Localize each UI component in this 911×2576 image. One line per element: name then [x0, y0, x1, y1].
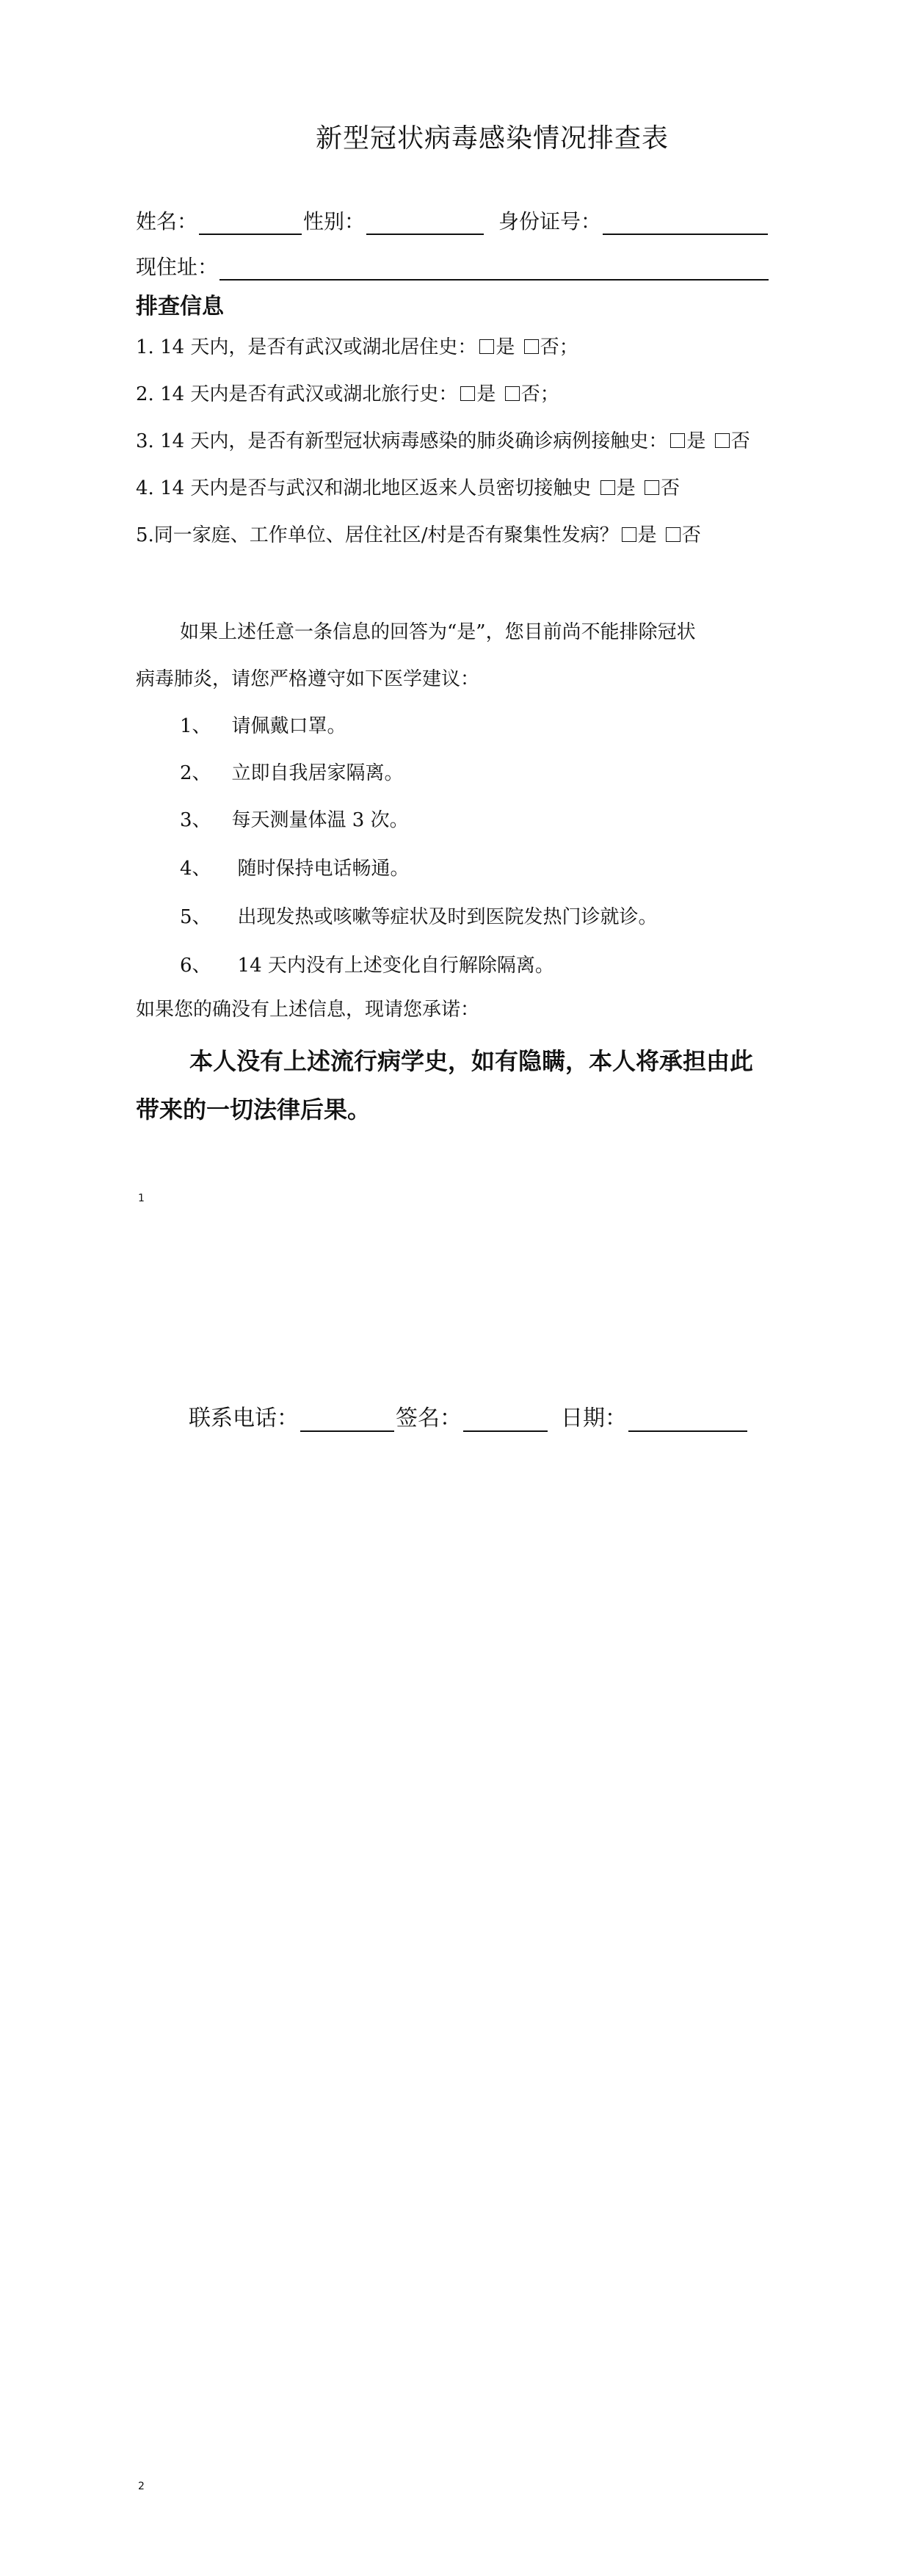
no-label: 否 [660, 477, 680, 499]
no-checkbox[interactable] [505, 386, 520, 401]
advice-item-2 [180, 758, 404, 785]
date-label: 日期： [561, 1405, 627, 1431]
no-label: 否 [520, 383, 540, 405]
yes-label: 是 [637, 524, 657, 546]
question-text: 2. 14 天内是否有武汉或湖北旅行史： [136, 383, 458, 405]
yes-label: 是 [476, 383, 496, 405]
advice-number: 1、 [180, 715, 211, 737]
yes-checkbox[interactable] [460, 386, 475, 401]
commit-intro: 如果您的确没有上述信息，现请您承诺： [136, 999, 480, 1021]
advice-intro-line-2: 病毒肺炎，请您严格遵守如下医学建议： [136, 668, 480, 690]
yes-checkbox[interactable] [600, 480, 615, 495]
advice-number: 3、 [180, 809, 211, 831]
promise-line-2: 带来的一切法律后果。 [136, 1096, 371, 1124]
no-checkbox[interactable] [715, 433, 730, 448]
no-label: 否 [730, 430, 750, 452]
advice-item-5 [180, 902, 658, 929]
advice-text: 请佩戴口罩。 [231, 715, 346, 737]
page-title: 新型冠状病毒感染情况排查表 [315, 123, 669, 153]
question-punctuation: ； [559, 336, 578, 358]
name-label: 姓名： [136, 209, 198, 234]
question-5 [136, 520, 701, 547]
advice-number: 6、 [180, 955, 211, 977]
address-field[interactable] [219, 260, 769, 281]
advice-text: 立即自我居家隔离。 [231, 762, 404, 784]
id-number-field[interactable] [603, 214, 768, 235]
question-text: 5.同一家庭、工作单位、居住社区/村是否有聚集性发病？ [136, 524, 619, 546]
personal-info-row [136, 206, 769, 235]
promise-line-1: 本人没有上述流行病学史，如有隐瞒，本人将承担由此 [189, 1047, 754, 1075]
advice-text: 出现发热或咳嗽等症状及时到医院发热门诊就诊。 [237, 906, 658, 928]
no-label: 否 [681, 524, 701, 546]
page-number-1: 1 [138, 1193, 145, 1204]
sign-label: 签名： [396, 1405, 462, 1431]
yes-label: 是 [616, 477, 636, 499]
advice-item-6 [180, 950, 554, 977]
question-punctuation: ； [540, 383, 559, 405]
advice-item-1 [180, 711, 346, 738]
gender-label: 性别： [303, 209, 366, 234]
id-label: 身份证号： [498, 209, 602, 234]
gender-field[interactable] [366, 214, 484, 235]
no-checkbox[interactable] [645, 480, 659, 495]
question-4 [136, 473, 680, 500]
advice-text: 14 天内没有上述变化自行解除隔离。 [237, 955, 554, 977]
yes-label: 是 [496, 336, 515, 358]
date-field[interactable] [628, 1410, 747, 1432]
advice-number: 4、 [180, 858, 211, 880]
yes-checkbox[interactable] [479, 339, 494, 354]
yes-label: 是 [686, 430, 706, 452]
address-row [136, 251, 770, 281]
question-text: 4. 14 天内是否与武汉和湖北地区返来人员密切接触史 [136, 477, 598, 499]
advice-text: 随时保持电话畅通。 [237, 858, 410, 880]
advice-number: 2、 [180, 762, 211, 784]
advice-item-3 [180, 805, 409, 832]
phone-field[interactable] [300, 1410, 394, 1432]
question-3 [136, 426, 750, 453]
advice-text: 每天测量体温 3 次。 [231, 809, 409, 831]
yes-checkbox[interactable] [670, 433, 685, 448]
no-checkbox[interactable] [666, 527, 680, 542]
signature-field[interactable] [463, 1410, 548, 1432]
yes-checkbox[interactable] [622, 527, 636, 542]
section-title: 排查信息 [136, 294, 224, 319]
page-number-2: 2 [138, 2481, 145, 2492]
phone-label: 联系电话： [189, 1405, 299, 1431]
advice-item-4 [180, 853, 410, 880]
advice-number: 5、 [180, 906, 211, 928]
signature-row [189, 1400, 749, 1432]
address-label: 现住址： [136, 255, 219, 279]
question-1 [136, 332, 578, 359]
advice-intro-line-1: 如果上述任意一条信息的回答为“是”，您目前尚不能排除冠状 [180, 621, 696, 643]
question-2 [136, 379, 559, 406]
question-text: 3. 14 天内，是否有新型冠状病毒感染的肺炎确诊病例接触史： [136, 430, 668, 452]
no-checkbox[interactable] [524, 339, 539, 354]
name-field[interactable] [199, 214, 302, 235]
no-label: 否 [540, 336, 559, 358]
question-text: 1. 14 天内，是否有武汉或湖北居住史： [136, 336, 477, 358]
